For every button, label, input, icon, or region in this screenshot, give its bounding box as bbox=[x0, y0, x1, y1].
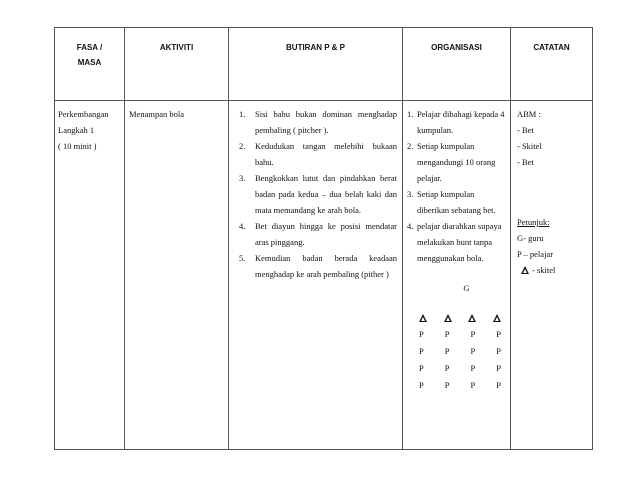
abm-item: - Skitel bbox=[517, 141, 542, 151]
activity-name: Menampan bola bbox=[129, 109, 184, 119]
butiran-cell bbox=[229, 101, 403, 450]
pelajar-row: P P P P bbox=[419, 363, 501, 373]
legend-pelajar: P – pelajar bbox=[517, 249, 554, 259]
abm-title: ABM : bbox=[517, 109, 541, 119]
butiran-item: 4. Bet diayun hingga ke posisi mendatar aras pinggang. bbox=[239, 221, 397, 247]
legend-guru: G- guru bbox=[517, 233, 544, 243]
skitel-triangle-icon bbox=[444, 314, 452, 322]
content-row bbox=[55, 101, 593, 450]
abm-item: - Bet bbox=[517, 157, 534, 167]
organisasi-item: 4. pelajar diarahkan supaya melakukan bunt tanpa menggunakan bola. bbox=[407, 221, 502, 263]
formation-diagram bbox=[407, 280, 506, 394]
header-fasa: FASA / MASA bbox=[55, 28, 125, 101]
butiran-item: 3. Bengkokkan lutut dan pindahkan berat badan pada kedua – dua belah kaki dan mata memandang ke arah bola. bbox=[239, 173, 397, 215]
organisasi-item: 1. Pelajar dibahagi kepada 4 kumpulan. bbox=[407, 109, 505, 135]
fasa-phase: Perkembangan bbox=[58, 109, 109, 119]
pelajar-row: P P P P bbox=[419, 329, 501, 339]
lesson-plan-table bbox=[54, 27, 593, 450]
skitel-triangle-icon bbox=[419, 314, 427, 322]
fasa-step: Langkah 1 bbox=[58, 125, 95, 135]
legend-skitel: - skitel bbox=[517, 262, 588, 278]
butiran-item: 2. Kedudukan tangan melebihi bukaan bahu. bbox=[239, 141, 397, 167]
guru-marker: G bbox=[463, 283, 470, 293]
organisasi-item: 3. Setiap kumpulan diberikan sebatang bet. bbox=[407, 189, 496, 215]
skitel-triangle-icon bbox=[493, 314, 501, 322]
skitel-row bbox=[419, 314, 501, 322]
petunjuk-title: Petunjuk: bbox=[517, 217, 550, 227]
skitel-triangle-icon bbox=[468, 314, 476, 322]
fasa-duration: ( 10 minit ) bbox=[58, 141, 97, 151]
pelajar-row: P P P P bbox=[419, 346, 501, 356]
header-organisasi: ORGANISASI bbox=[403, 28, 511, 101]
header-aktiviti: AKTIVITI bbox=[125, 28, 229, 101]
organisasi-item: 2. Setiap kumpulan mengandungi 10 orang pelajar. bbox=[407, 141, 496, 183]
pelajar-row: P P P P bbox=[419, 380, 501, 390]
catatan-cell bbox=[511, 101, 593, 450]
pelajar-grid bbox=[419, 326, 501, 394]
butiran-item: 5. Kemudian badan berada keadaan menghadap ke arah pembaling (pither ) bbox=[239, 253, 397, 279]
header-row bbox=[55, 28, 593, 101]
abm-item: - Bet bbox=[517, 125, 534, 135]
aktiviti-cell bbox=[125, 101, 229, 450]
butiran-item: 1. Sisi bahu bukan dominan menghadap pembaling ( pitcher ). bbox=[239, 109, 397, 135]
header-catatan: CATATAN bbox=[511, 28, 593, 101]
header-butiran: BUTIRAN P & P bbox=[229, 28, 403, 101]
skitel-triangle-icon bbox=[521, 266, 529, 274]
organisasi-cell bbox=[403, 101, 511, 450]
fasa-cell bbox=[55, 101, 125, 450]
